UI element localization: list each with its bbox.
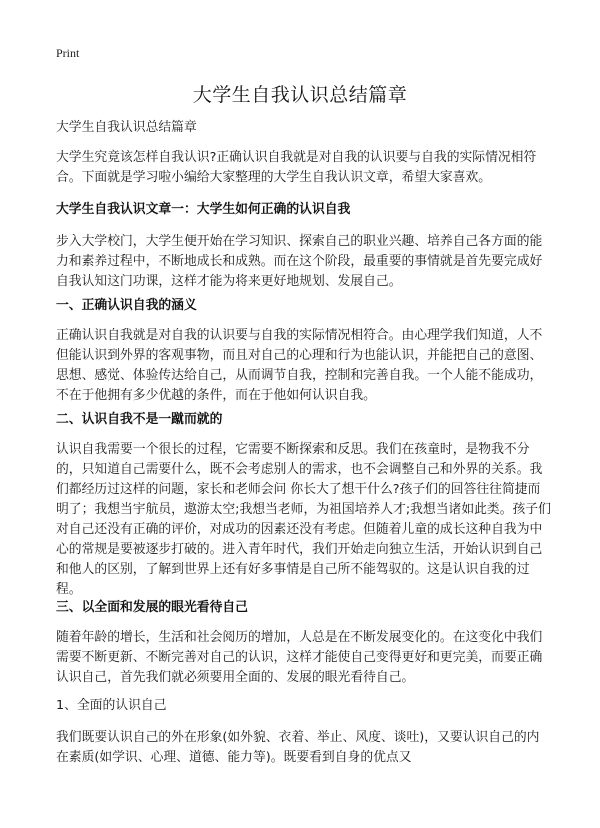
intro-paragraph: 大学生究竟该怎样自我认识?正确认识自我就是对自我的认识要与自我的实际情况相符合。下面就是学习啦小编给大家整理的大学生自我认识文章，希望大家喜欢。 [56,150,537,185]
article-heading: 大学生自我认识文章一：大学生如何正确的认识自我 [56,202,351,217]
print-label[interactable]: Print [56,46,80,60]
section-3-text: 随着年龄的增长，生活和社会阅历的增加，人总是在不断发展变化的。在这变化中我们需要不断更新、不断完善对自己的认识，这样才能使自己变得更好和更完美，而要正确认识自己，首先我们就必须要用全面的、发展的眼光看待自己。 [56,630,543,685]
subsection-1-text: 我们既要认识自己的外在形象(如外貌、衣着、举止、风度、谈吐)，又要认识自己的内在素质(如学识、心理、道德、能力等)。既要看到自身的优点又 [56,730,540,765]
paragraph-1: 步入大学校门，大学生便开始在学习知识、探索自己的职业兴趣、培养自己各方面的能力和素养过程中，不断地成长和成熟。而在这个阶段，最重要的事情就是首先要完成好自我认知这门功课，这样才能为将来更好地规划、发展自己。 [56,234,543,289]
subtitle: 大学生自我认识总结篇章 [56,120,197,135]
section-2-text: 认识自我需要一个很长的过程，它需要不断探索和反思。我们在孩童时，是物我不分的，只知道自己需要什么，既不会考虑别人的需求，也不会调整自己和外界的关系。我们都经历过这样的问题，家长和老师会问 你长大了想干什么?孩子们的回答往往简捷而明了；我想当宇航员，遨游太空;我想当老师，为祖国培养人才;我想当诸如此类。孩子们对自己还没有正确的评价，对成功的因素还没有考虑。但随着儿童的成长这种自我为中心的常规是要被逐步打破的。进入青年时代，我们开始走向独立生活，开始认识到自己和他人的区别，了解到世界上还有好多事情是自己所不能驾驭的。这是认识自我的过程。 [56,442,551,597]
section-1-text: 正确认识自我就是对自我的认识要与自我的实际情况相符合。由心理学我们知道，人不但能认识到外界的客观事物，而且对自己的心理和行为也能认识，并能把自己的意图、思想、感觉、体验传达给自己，从而调节自我，控制和完善自我。一个人能不能成功，不在于他拥有多少优越的条件，而在于他如何认识自我。 [56,328,543,403]
section-3-heading: 三、以全面和发展的眼光看待自己 [56,600,248,615]
section-1-heading: 一、正确认识自我的涵义 [56,298,197,313]
section-2-heading: 二、认识自我不是一蹴而就的 [56,412,223,427]
subsection-1-heading: 1、全面的认识自己 [56,698,167,713]
page-title: 大学生自我认识总结篇章 [192,84,408,106]
